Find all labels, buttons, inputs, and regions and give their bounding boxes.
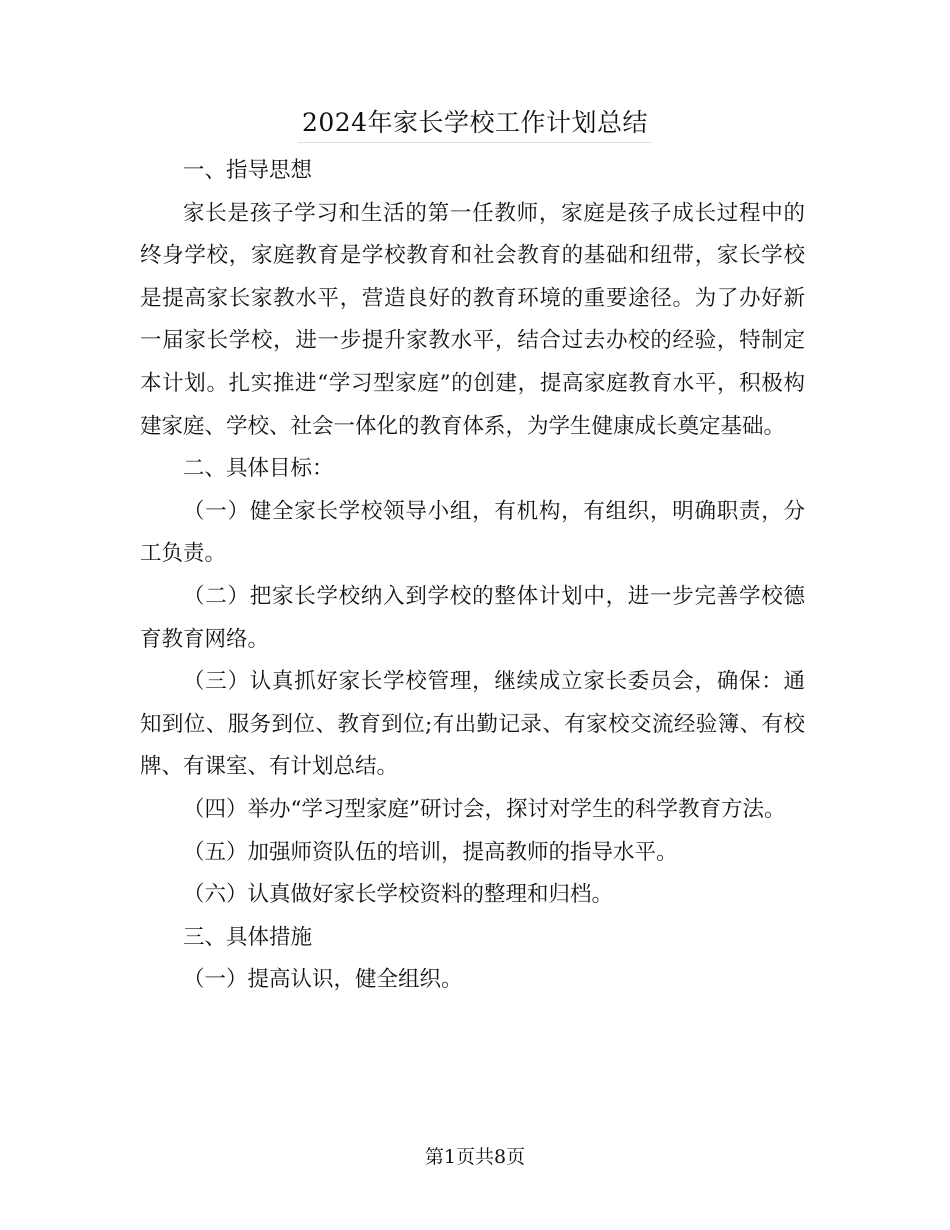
document-title: 2024年家长学校工作计划总结 [298,104,652,143]
document-body [140,150,805,1002]
list-item: （四）举办“学习型家庭”研讨会，探讨对学生的科学教育方法。 [183,796,786,822]
list-item: （五）加强师资队伍的培训，提高教师的指导水平。 [183,839,678,865]
list-item: （一）提高认识，健全组织。 [183,967,463,993]
section-heading: 一、指导思想 [183,158,313,183]
section-heading: 三、具体措施 [183,924,313,950]
list-item: （三）认真抓好家长学校管理，继续成立家长委员会，确保：通知到位、服务到位、教育到位;有出勤记录、有家校交流经验簿、有校牌、有课室、有计划总结。 [140,669,805,780]
list-item: （一）健全家长学校领导小组，有机构，有组织，明确职责，分工负责。 [140,498,805,567]
page-number-footer: 第1页共8页 [424,1146,526,1168]
body-paragraph: 家长是孩子学习和生活的第一任教师，家庭是孩子成长过程中的终身学校，家庭教育是学校教育和社会教育的基础和纽带，家长学校是提高家长家教水平，营造良好的教育环境的重要途径。为了办好新一届家长学校，进一步提升家教水平，结合过去办校的经验，特制定本计划。扎实推进“学习型家庭”的创建，提高家庭教育水平，积极构建家庭、学校、社会一体化的教育体系，为学生健康成长奠定基础。 [140,200,805,439]
title-container [0,104,950,143]
section-heading: 二、具体目标： [183,456,334,482]
list-item: （二）把家长学校纳入到学校的整体计划中，进一步完善学校德育教育网络。 [140,583,805,652]
list-item: （六）认真做好家长学校资料的整理和归档。 [183,882,614,908]
